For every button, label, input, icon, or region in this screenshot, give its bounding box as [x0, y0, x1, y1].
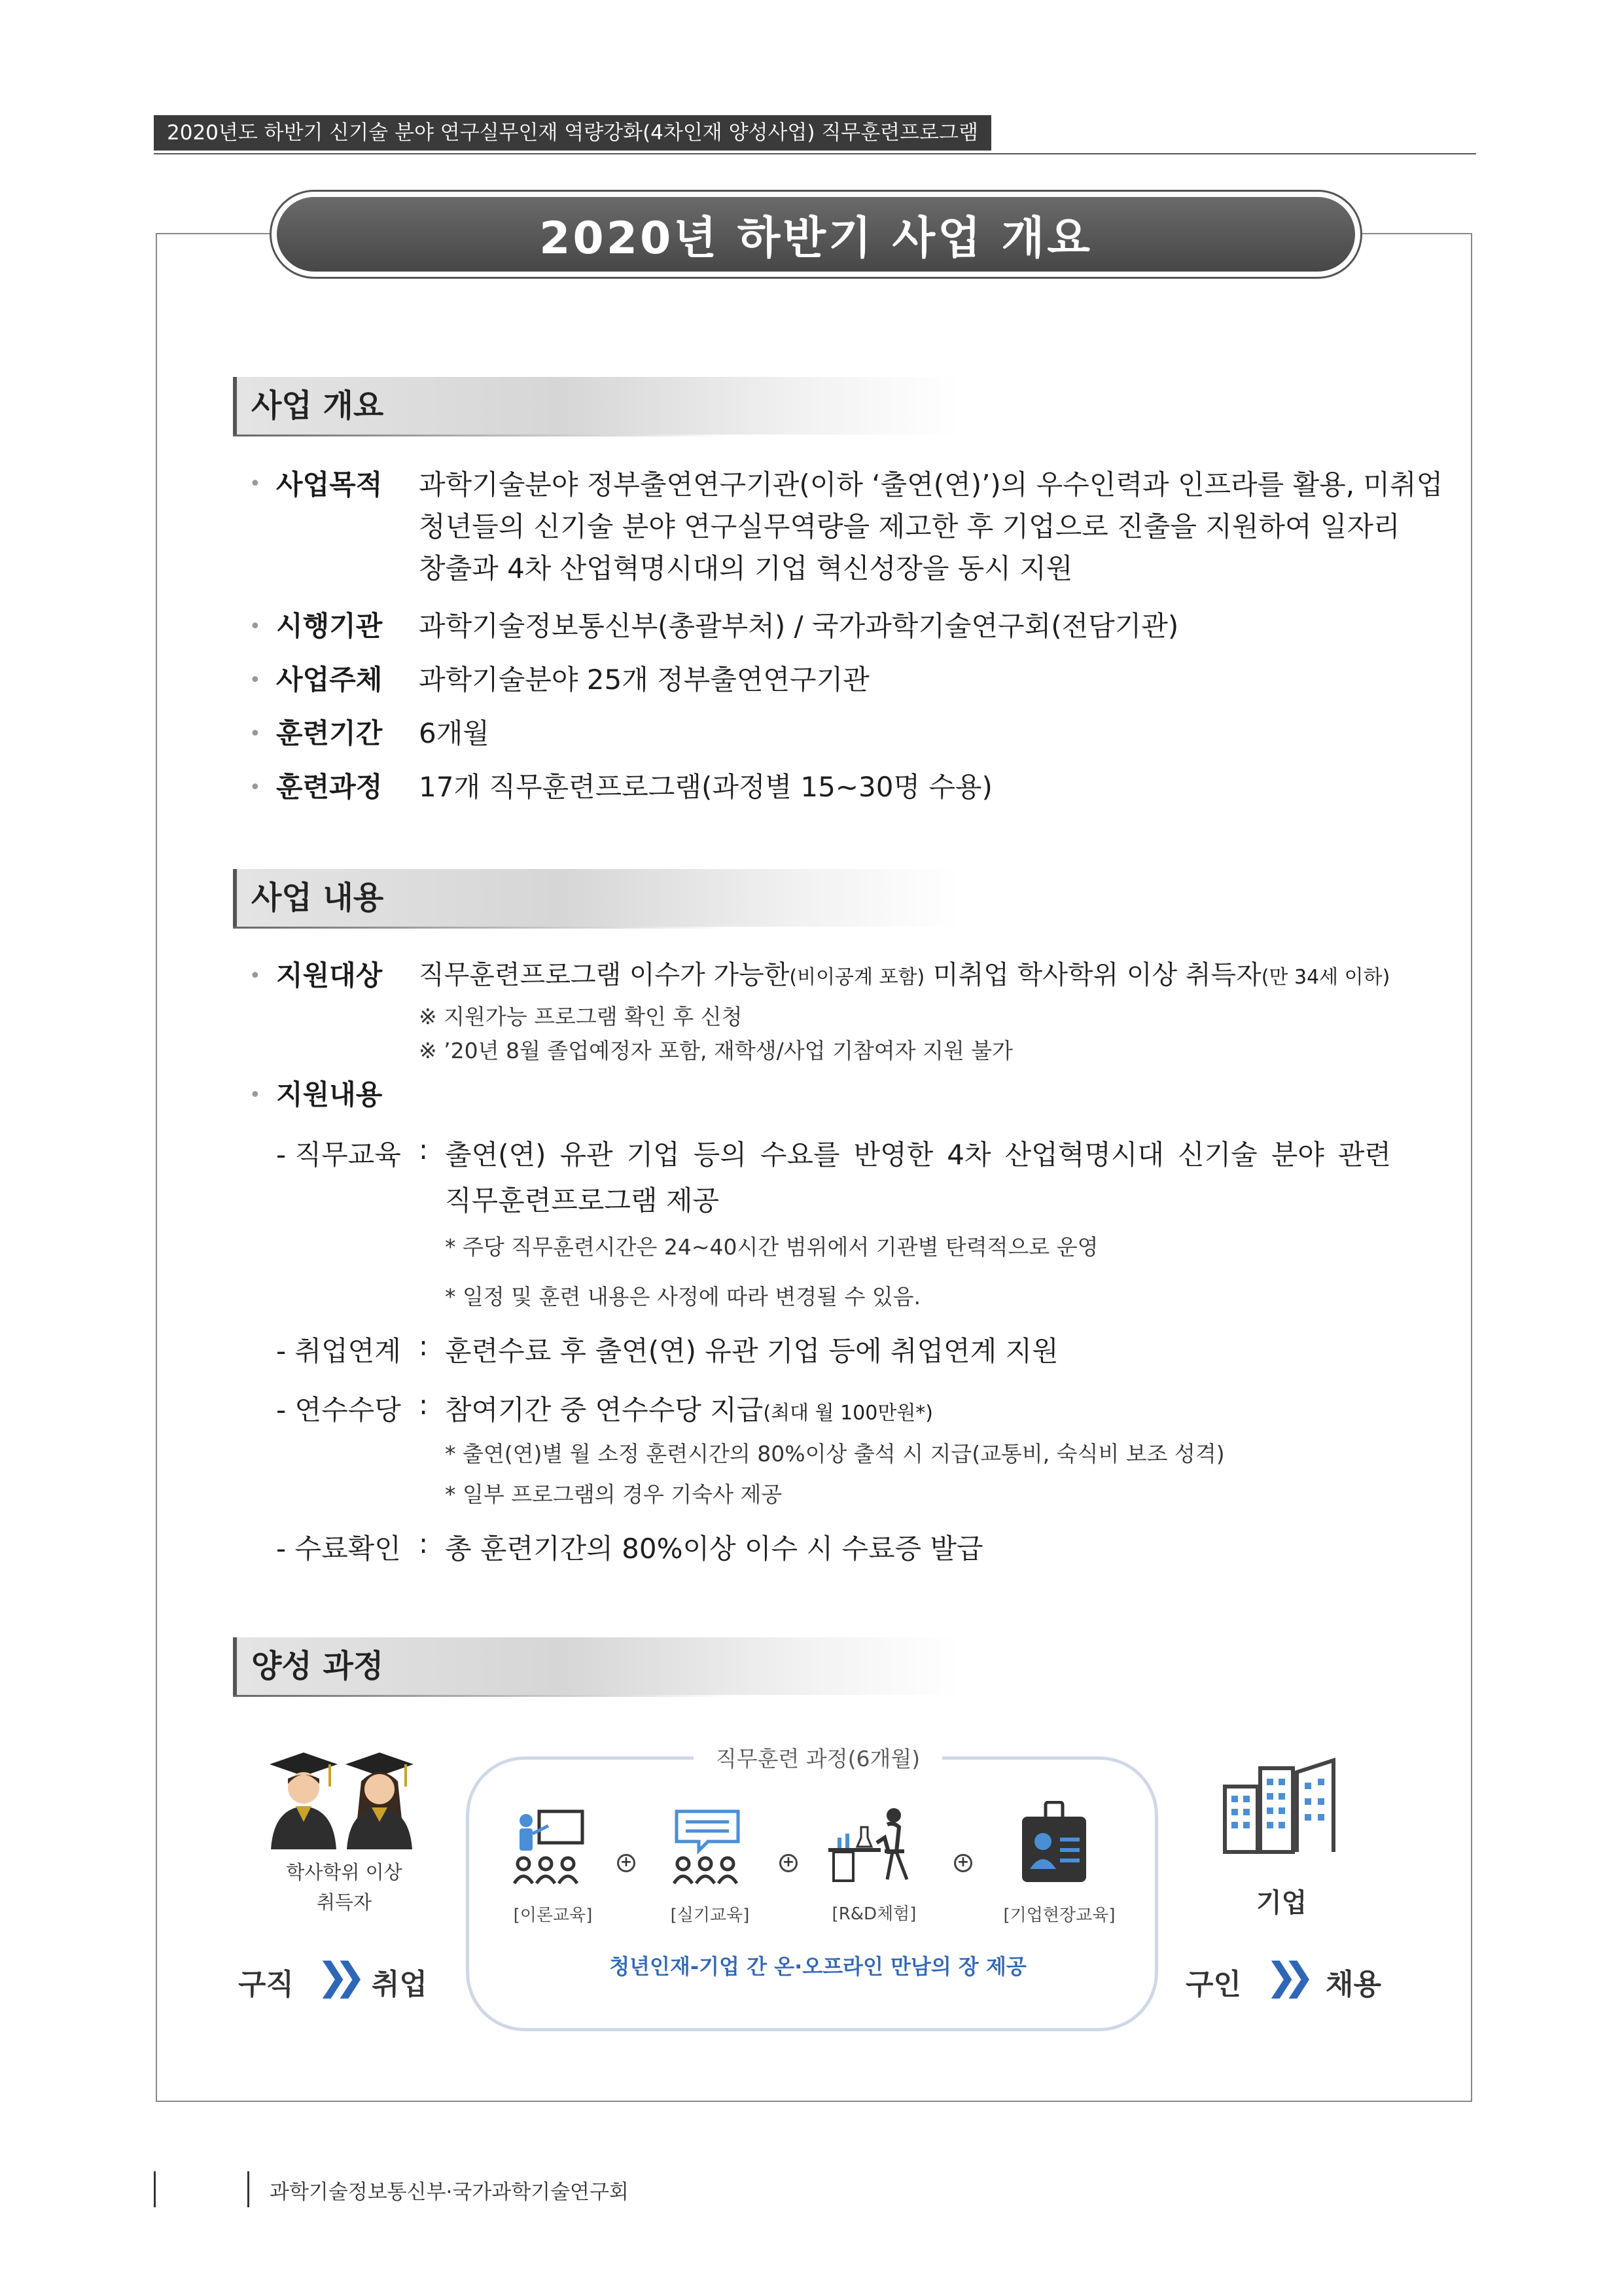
graduate-female-icon — [339, 1751, 424, 1849]
support-note: * 주당 직무훈련시간은 24~40시간 범위에서 기관별 탄력적으로 운영 — [445, 1234, 1099, 1260]
plus-icon: + — [779, 1854, 798, 1872]
item-text: 과학기술분야 25개 정부출연연구기관 — [419, 664, 870, 696]
bullet: • — [249, 776, 261, 799]
bullet: • — [249, 669, 261, 692]
frame-top-right — [1361, 233, 1472, 234]
bullet: • — [249, 1084, 261, 1107]
support-text: 직무훈련프로그램 제공 — [445, 1184, 720, 1217]
frame-top-left — [156, 233, 271, 234]
plus-icon: + — [617, 1854, 635, 1872]
section-heading-overview — [233, 377, 959, 435]
left-caption — [264, 1857, 424, 1917]
chevron-right-icon: ❯❯ — [1265, 1954, 1301, 1999]
item-text: 청년들의 신기술 분야 연구실무역량을 제고한 후 기업으로 진출을 지원하여 일자리 — [419, 510, 1400, 543]
item-label: 시행기관 — [276, 610, 383, 642]
section-heading-text: 사업 내용 — [251, 880, 384, 916]
support-colon: : — [419, 1330, 429, 1362]
item-label: 훈련기간 — [276, 717, 383, 749]
item-text: 17개 직무훈련프로그램(과정별 15~30명 수용) — [419, 771, 993, 803]
practice-chat-icon — [667, 1806, 746, 1885]
bullet: • — [249, 615, 261, 638]
target-text-main: 미취업 학사학위 이상 취득자 — [925, 960, 1262, 990]
item-text: 과학기술분야 정부출연연구기관(이하 ‘출연(연)’)의 우수인력과 인프라를 활용, 미취업 — [419, 469, 1443, 501]
module-label: [실기교육] — [670, 1906, 750, 1925]
flow-recruiting: 구인 — [1186, 1968, 1242, 2001]
support-text: 훈련수료 후 출연(연) 유관 기업 등에 취업연계 지원 — [445, 1335, 1059, 1367]
item-text: 6개월 — [419, 717, 489, 749]
footer-text: 과학기술정보통신부·국가과학기술연구회 — [270, 2180, 629, 2204]
footer-bar-left — [154, 2171, 156, 2207]
flow-hiring: 채용 — [1326, 1968, 1382, 2001]
header-rule — [154, 153, 1476, 154]
bullet: • — [249, 722, 261, 745]
module-label: [기업현장교육] — [1003, 1906, 1116, 1925]
lab-research-icon — [824, 1801, 916, 1886]
footer-bar-right — [247, 2171, 249, 2207]
chevron-right-icon: ❯❯ — [317, 1954, 352, 1999]
support-text-note: (최대 월 100만원*) — [763, 1402, 934, 1425]
page-title: 2020년 하반기 사업 개요 — [539, 212, 1093, 264]
section-heading-process — [233, 1637, 959, 1695]
module-label: [R&D체험] — [832, 1904, 917, 1924]
support-text-main: 참여기간 중 연수수당 지급 — [445, 1394, 764, 1426]
item-text: 과학기술정보통신부(총괄부처) / 국가과학기술연구회(전담기관) — [419, 610, 1179, 642]
bullet: • — [249, 472, 261, 495]
target-text — [419, 954, 1390, 991]
running-header: 2020년도 하반기 신기술 분야 연구실무인재 역량강화(4차인재 양성사업) 직무훈련프로그램 — [154, 115, 991, 151]
section-heading-text: 양성 과정 — [251, 1648, 384, 1684]
item-label: 지원내용 — [276, 1078, 383, 1111]
flow-employment: 취업 — [372, 1968, 428, 2001]
support-colon: : — [419, 1389, 429, 1421]
item-label: 사업주체 — [276, 664, 383, 696]
id-badge-icon — [1018, 1801, 1090, 1886]
target-text-main: 직무훈련프로그램 이수가 가능한 — [419, 960, 790, 990]
bullet: • — [249, 965, 261, 987]
support-key: - 수료확인 — [276, 1533, 401, 1565]
lecture-icon — [509, 1806, 588, 1885]
target-text-note: (비이공계 포함) — [789, 966, 925, 989]
support-note: * 일정 및 훈련 내용은 사정에 따라 변경될 수 있음. — [445, 1284, 921, 1309]
support-colon: : — [419, 1527, 429, 1559]
right-caption: 기업 — [1256, 1888, 1307, 1918]
company-buildings-icon — [1217, 1756, 1341, 1855]
support-key: - 취업연계 — [276, 1335, 401, 1367]
item-label: 지원대상 — [276, 959, 383, 991]
support-text: 총 훈련기간의 80%이상 이수 시 수료증 발급 — [445, 1533, 983, 1565]
item-label: 훈련과정 — [276, 771, 383, 803]
support-text — [445, 1389, 933, 1428]
training-process-box — [466, 1756, 1158, 2031]
support-colon: : — [419, 1133, 429, 1165]
target-text-note: (만 34세 이하) — [1261, 966, 1390, 989]
module-label: [이론교육] — [513, 1906, 593, 1925]
plus-icon: + — [954, 1854, 972, 1872]
support-key: - 연수수당 — [276, 1394, 401, 1426]
left-caption-line: 학사학위 이상 — [286, 1861, 402, 1883]
training-title: 직무훈련 과정(6개월) — [694, 1742, 942, 1773]
support-note: * 일부 프로그램의 경우 기숙사 제공 — [445, 1482, 783, 1507]
section-heading-text: 사업 개요 — [251, 387, 384, 424]
support-key: - 직무교육 — [276, 1139, 401, 1171]
left-caption-line: 취득자 — [316, 1891, 372, 1913]
item-text: 창출과 4차 산업혁명시대의 기업 혁신성장을 동시 지원 — [419, 552, 1073, 584]
support-text: 출연(연) 유관 기업 등의 수요를 반영한 4차 산업혁명시대 신기술 분야 관련 — [445, 1139, 1391, 1171]
target-note: ※ ’20년 8월 졸업예정자 포함, 재학생/사업 기참여자 지원 불가 — [419, 1038, 1013, 1063]
training-caption: 청년인재-기업 간 온·오프라인 만남의 장 제공 — [609, 1954, 1027, 1979]
section-heading-content — [233, 869, 959, 927]
title-banner — [270, 190, 1362, 279]
target-note: ※ 지원가능 프로그램 확인 후 신청 — [419, 1004, 743, 1029]
flow-job-seeking: 구직 — [238, 1968, 294, 2001]
item-label: 사업목적 — [276, 469, 383, 501]
title-banner-fill — [277, 197, 1355, 272]
support-note: * 출연(연)별 월 소정 훈련시간의 80%이상 출석 시 지급(교통비, 숙식비 보조 성격) — [445, 1441, 1225, 1467]
